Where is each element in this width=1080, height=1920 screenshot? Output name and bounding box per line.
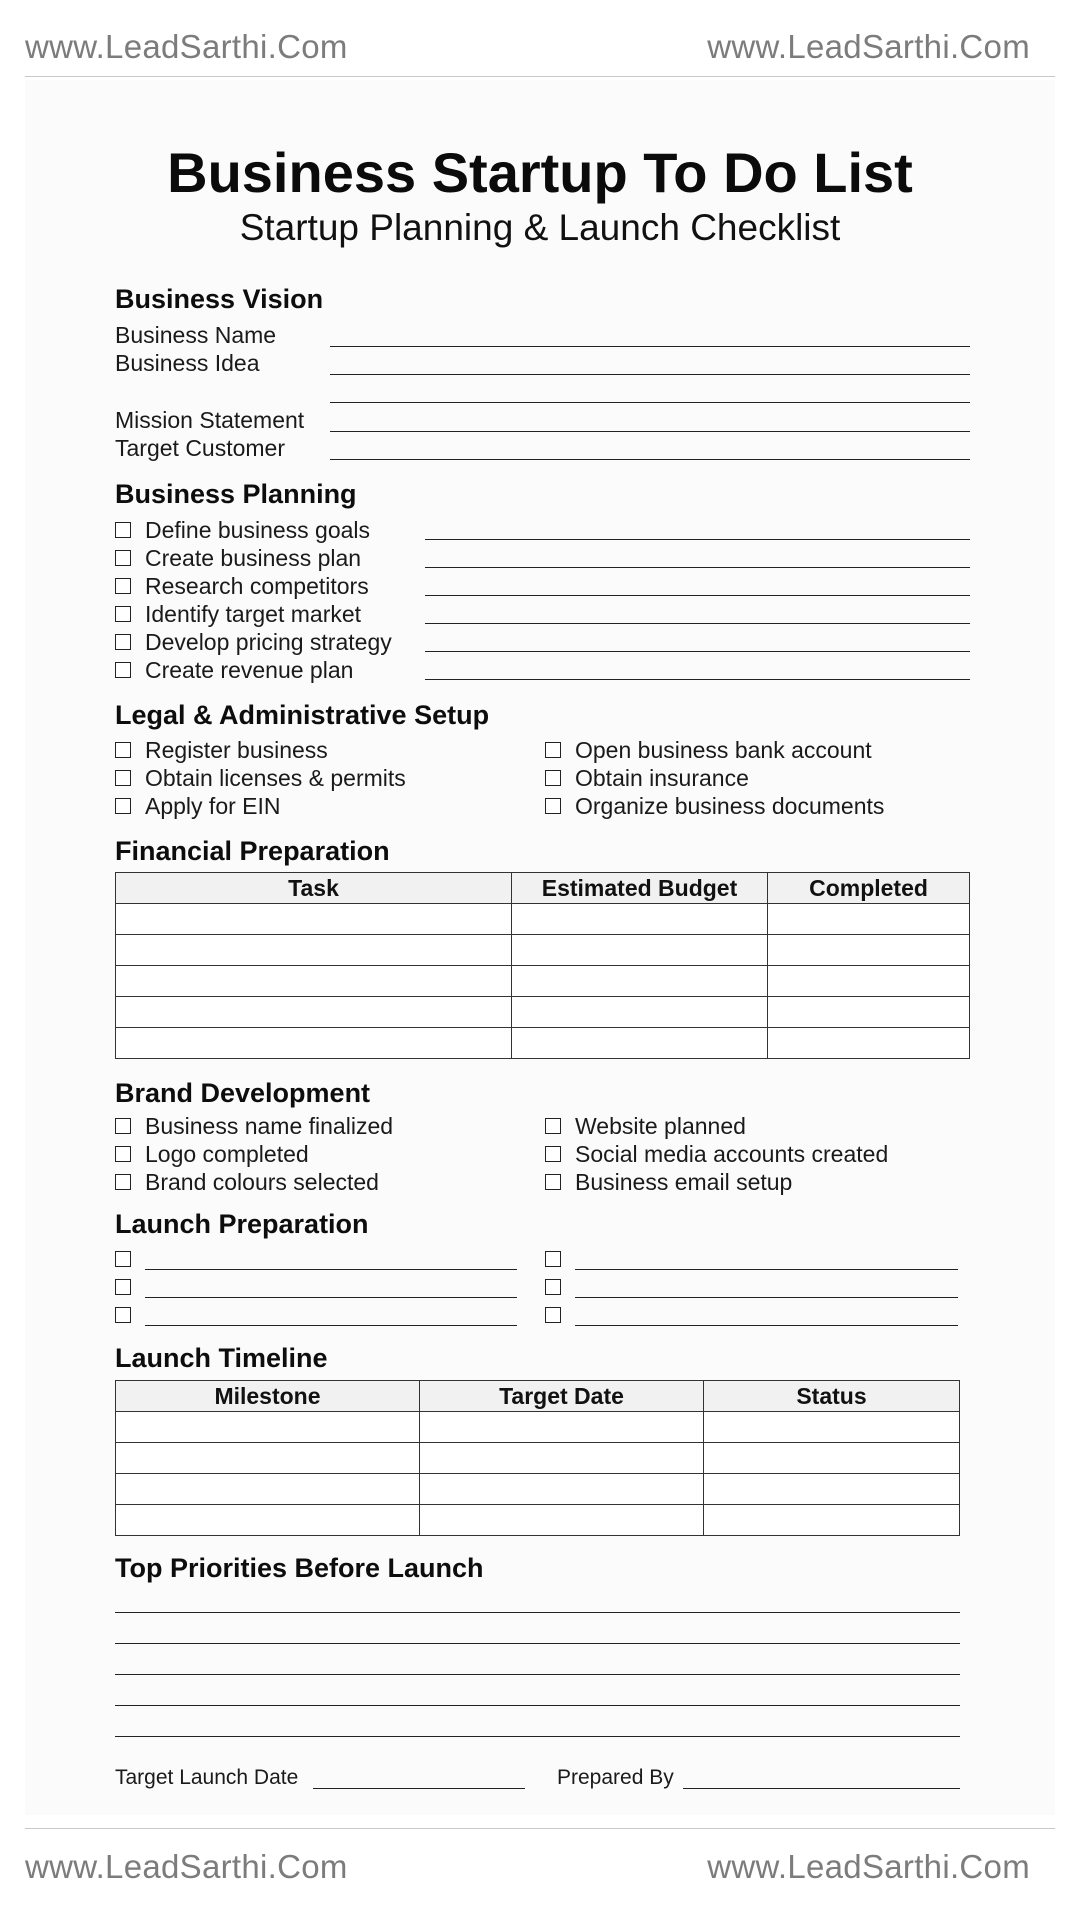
checkbox[interactable] [545, 1118, 561, 1134]
table-cell[interactable] [116, 1505, 420, 1536]
table-cell[interactable] [116, 1443, 420, 1474]
legal-item[interactable] [545, 736, 884, 764]
brand-item[interactable] [115, 1168, 393, 1196]
checkbox[interactable] [115, 1174, 131, 1190]
watermark-bottom-left: www.LeadSarthi.Com [25, 1848, 348, 1885]
table-header-row [116, 1381, 960, 1412]
planning-note-line[interactable] [425, 539, 970, 540]
legal-item[interactable] [115, 764, 406, 792]
field-label-business-idea: Business Idea [115, 350, 260, 376]
blank-line[interactable] [145, 1325, 517, 1326]
brand-list-right [545, 1112, 888, 1196]
table-row [116, 1028, 970, 1059]
checkbox[interactable] [115, 798, 131, 814]
legal-list-left [115, 736, 406, 820]
priority-line[interactable] [115, 1643, 960, 1644]
section-heading-financial: Financial Preparation [115, 836, 390, 866]
column-header-task: Task [116, 873, 512, 904]
planning-item[interactable] [115, 656, 392, 684]
table-cell[interactable] [512, 997, 768, 1028]
checkbox[interactable] [545, 742, 561, 758]
table-cell[interactable] [768, 997, 970, 1028]
planning-list [115, 516, 392, 684]
priority-line[interactable] [115, 1736, 960, 1737]
top-divider [25, 76, 1055, 77]
watermark-bottom-right: www.LeadSarthi.Com [707, 1848, 1030, 1885]
checkbox[interactable] [115, 1279, 131, 1295]
legal-item-label: Organize business documents [575, 792, 885, 819]
brand-item[interactable] [115, 1140, 393, 1168]
table-cell[interactable] [512, 1028, 768, 1059]
launch-prep-item[interactable] [115, 1245, 517, 1273]
table-cell[interactable] [512, 935, 768, 966]
section-heading-launch-prep: Launch Preparation [115, 1209, 369, 1239]
bottom-divider [25, 1828, 1055, 1829]
table-row [116, 1474, 960, 1505]
section-heading-priorities: Top Priorities Before Launch [115, 1553, 484, 1583]
column-header-completed: Completed [768, 873, 970, 904]
checkbox[interactable] [115, 634, 131, 650]
table-cell[interactable] [704, 1443, 960, 1474]
watermark-top-right: www.LeadSarthi.Com [707, 28, 1030, 65]
checkbox[interactable] [545, 798, 561, 814]
table-cell[interactable] [768, 966, 970, 997]
launch-prep-item[interactable] [115, 1273, 517, 1301]
planning-item-label: Research competitors [145, 572, 369, 599]
watermark-top-left: www.LeadSarthi.Com [25, 28, 348, 65]
brand-item-label: Business name finalized [145, 1112, 394, 1139]
field-label-target-customer: Target Customer [115, 435, 286, 461]
brand-item-label: Brand colours selected [145, 1168, 379, 1195]
table-header-row [116, 873, 970, 904]
planning-note-line[interactable] [425, 595, 970, 596]
checkbox[interactable] [545, 1307, 561, 1323]
legal-item-label: Obtain insurance [575, 764, 749, 791]
timeline-table [115, 1380, 960, 1536]
table-cell[interactable] [768, 935, 970, 966]
planning-note-line[interactable] [425, 567, 970, 568]
legal-item-label: Register business [145, 736, 328, 763]
financial-table [115, 872, 970, 1059]
launch-prep-list-left [115, 1245, 517, 1329]
priority-line[interactable] [115, 1674, 960, 1675]
field-line-mission-statement[interactable] [330, 431, 970, 432]
table-row [116, 935, 970, 966]
planning-note-line[interactable] [425, 623, 970, 624]
blank-line[interactable] [575, 1297, 958, 1298]
planning-note-line[interactable] [425, 651, 970, 652]
launch-prep-item[interactable] [545, 1301, 958, 1329]
brand-item-label: Business email setup [575, 1168, 793, 1195]
blank-line[interactable] [575, 1325, 958, 1326]
launch-prep-item[interactable] [115, 1301, 517, 1329]
table-row [116, 1443, 960, 1474]
planning-item-label: Develop pricing strategy [145, 628, 392, 655]
checkbox[interactable] [115, 742, 131, 758]
target-launch-date-line[interactable] [313, 1788, 525, 1789]
brand-item[interactable] [115, 1112, 393, 1140]
planning-item-label: Create revenue plan [145, 656, 354, 683]
table-cell[interactable] [420, 1474, 704, 1505]
legal-item[interactable] [545, 764, 884, 792]
blank-line[interactable] [575, 1269, 958, 1270]
column-header-status: Status [704, 1381, 960, 1412]
planning-item-label: Define business goals [145, 516, 371, 543]
planning-item[interactable] [115, 600, 392, 628]
table-cell[interactable] [420, 1505, 704, 1536]
table-cell[interactable] [420, 1412, 704, 1443]
table-row [116, 1412, 960, 1443]
table-cell[interactable] [116, 904, 512, 935]
checkbox[interactable] [545, 1174, 561, 1190]
column-header-milestone: Milestone [116, 1381, 420, 1412]
launch-prep-item[interactable] [545, 1273, 958, 1301]
prepared-by-label: Prepared By [557, 1766, 674, 1789]
brand-item-label: Website planned [575, 1112, 746, 1139]
table-cell[interactable] [116, 935, 512, 966]
table-cell[interactable] [768, 1028, 970, 1059]
table-row [116, 966, 970, 997]
legal-item[interactable] [115, 736, 406, 764]
checkbox[interactable] [115, 1118, 131, 1134]
page-title: Business Startup To Do List [167, 141, 913, 204]
brand-item-label: Logo completed [145, 1140, 309, 1167]
launch-prep-item[interactable] [545, 1245, 958, 1273]
section-heading-vision: Business Vision [115, 284, 324, 314]
brand-item-label: Social media accounts created [575, 1140, 889, 1167]
field-label-mission-statement: Mission Statement [115, 407, 305, 433]
field-line-business-name[interactable] [330, 346, 970, 347]
table-cell[interactable] [768, 904, 970, 935]
brand-item[interactable] [545, 1168, 888, 1196]
target-launch-date-label: Target Launch Date [115, 1766, 299, 1789]
checkbox[interactable] [115, 550, 131, 566]
brand-list-left [115, 1112, 393, 1196]
table-cell[interactable] [116, 1412, 420, 1443]
checkbox[interactable] [115, 770, 131, 786]
table-cell[interactable] [704, 1505, 960, 1536]
table-row [116, 997, 970, 1028]
section-heading-brand: Brand Development [115, 1078, 371, 1108]
planning-item[interactable] [115, 544, 392, 572]
checkbox[interactable] [115, 522, 131, 538]
prepared-by-line[interactable] [683, 1788, 960, 1789]
legal-list-right [545, 736, 884, 820]
field-line-business-idea[interactable] [330, 374, 970, 375]
section-heading-legal: Legal & Administrative Setup [115, 700, 490, 730]
checkbox[interactable] [115, 578, 131, 594]
table-cell[interactable] [116, 966, 512, 997]
planning-item[interactable] [115, 516, 392, 544]
field-line-business-idea-2[interactable] [330, 402, 970, 403]
checkbox[interactable] [115, 606, 131, 622]
checkbox[interactable] [545, 1279, 561, 1295]
legal-item[interactable] [545, 792, 884, 820]
table-cell[interactable] [116, 1028, 512, 1059]
checkbox[interactable] [115, 1146, 131, 1162]
table-cell[interactable] [116, 1474, 420, 1505]
planning-item[interactable] [115, 572, 392, 600]
planning-item[interactable] [115, 628, 392, 656]
field-label-business-name: Business Name [115, 322, 277, 348]
column-header-target-date: Target Date [420, 1381, 704, 1412]
checkbox[interactable] [115, 1307, 131, 1323]
checkbox[interactable] [115, 1251, 131, 1267]
checkbox[interactable] [115, 662, 131, 678]
table-cell[interactable] [512, 904, 768, 935]
field-line-target-customer[interactable] [330, 459, 970, 460]
table-row [116, 904, 970, 935]
page-subtitle: Startup Planning & Launch Checklist [239, 207, 841, 248]
legal-item[interactable] [115, 792, 406, 820]
checkbox[interactable] [545, 770, 561, 786]
priority-line[interactable] [115, 1705, 960, 1706]
planning-note-line[interactable] [425, 679, 970, 680]
table-cell[interactable] [116, 997, 512, 1028]
checkbox[interactable] [545, 1146, 561, 1162]
section-heading-timeline: Launch Timeline [115, 1343, 328, 1373]
launch-prep-list-right [545, 1245, 958, 1329]
checkbox[interactable] [545, 1251, 561, 1267]
legal-item-label: Open business bank account [575, 736, 872, 763]
brand-item[interactable] [545, 1140, 888, 1168]
legal-item-label: Obtain licenses & permits [145, 764, 406, 791]
blank-line[interactable] [145, 1297, 517, 1298]
column-header-estimated-budget: Estimated Budget [512, 873, 768, 904]
legal-item-label: Apply for EIN [145, 792, 281, 819]
table-cell[interactable] [512, 966, 768, 997]
blank-line[interactable] [145, 1269, 517, 1270]
planning-item-label: Create business plan [145, 544, 362, 571]
brand-item[interactable] [545, 1112, 888, 1140]
table-cell[interactable] [704, 1474, 960, 1505]
table-cell[interactable] [420, 1443, 704, 1474]
table-row [116, 1505, 960, 1536]
planning-item-label: Identify target market [145, 600, 362, 627]
table-cell[interactable] [704, 1412, 960, 1443]
priority-line[interactable] [115, 1612, 960, 1613]
section-heading-planning: Business Planning [115, 479, 357, 509]
